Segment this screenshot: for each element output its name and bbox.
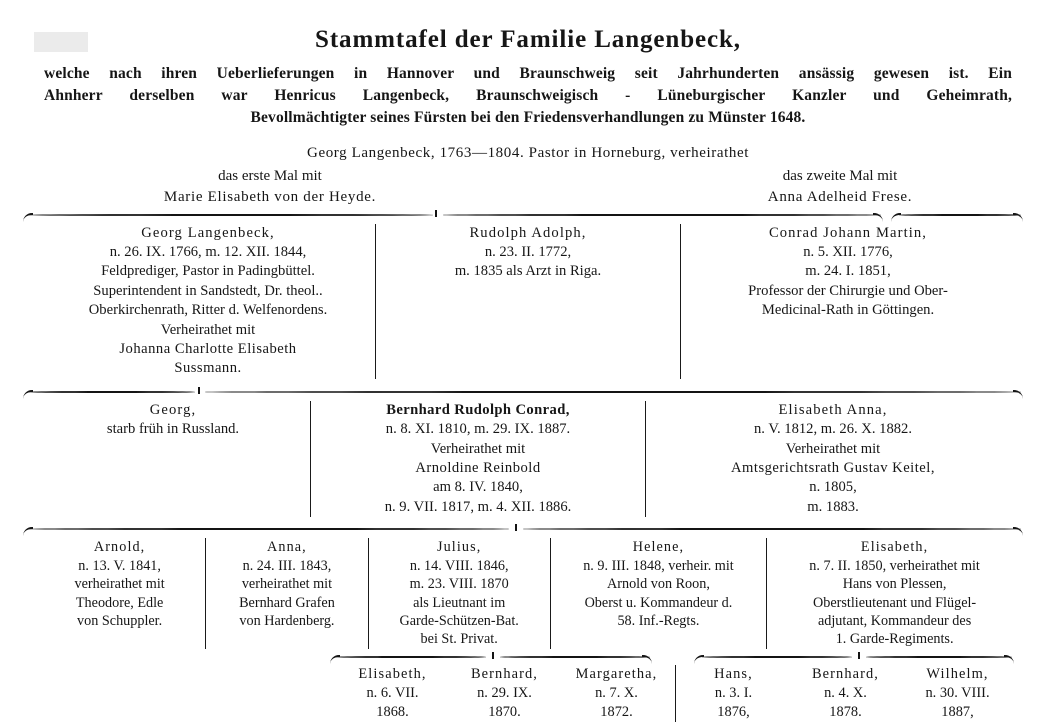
person-detail: n. 6. VII. — [366, 684, 419, 701]
person-detail: von Hardenberg. — [239, 613, 335, 629]
person-detail: n. 5. XII. 1776, — [803, 243, 893, 260]
person-name: Bernhard, — [811, 665, 880, 682]
person-detail: n. 14. VIII. 1846, — [409, 557, 509, 574]
generation-2-row — [0, 401, 1056, 517]
person-name: Margaretha, — [575, 665, 658, 682]
person-julius — [371, 538, 548, 649]
person-detail: Garde-Schützen-Bat. — [399, 613, 519, 629]
person-helene — [553, 538, 764, 630]
subtitle-line-2: Ahnherr derselben war Henricus Langenbeck, Braunschweigisch - Lüneburgischer Kanzler und Geheimrath, — [44, 86, 1012, 104]
generation-3-row — [0, 538, 1056, 649]
person-detail: n. 26. IX. 1766, m. 12. XII. 1844, — [109, 243, 307, 260]
column-divider — [368, 538, 369, 649]
brace-generation-1 — [23, 210, 1033, 221]
brace-generation-4 — [330, 652, 1020, 663]
column-divider — [310, 401, 311, 517]
person-name: Bernhard Rudolph Conrad, — [386, 401, 570, 418]
person-detail: Oberkirchenrath, Ritter d. Welfenordens. — [88, 302, 328, 319]
person-georg-langenbeck — [43, 224, 373, 379]
paper-smudge — [34, 32, 88, 52]
person-detail: n. 3. I. — [714, 684, 753, 701]
person-detail: Verheirathet mit — [160, 321, 256, 338]
person-detail: 1878. — [829, 703, 862, 720]
person-rudolph-adolph — [378, 224, 678, 282]
person-name: Helene, — [632, 539, 685, 556]
person-detail: Johanna Charlotte Elisabeth — [119, 340, 297, 357]
person-detail: Superintendent in Sandstedt, Dr. theol.. — [93, 282, 323, 299]
person-detail: m. 24. I. 1851, — [805, 263, 891, 280]
person-name: Georg, — [149, 401, 197, 418]
person-elisabeth — [769, 538, 1020, 649]
generation-4-brace-wrap — [0, 649, 1056, 663]
person-conrad-johann-martin — [683, 224, 1013, 321]
root-ancestor — [0, 143, 1056, 210]
person-detail: 1872. — [600, 703, 633, 720]
person-detail: n. 8. XI. 1810, m. 29. IX. 1887. — [385, 421, 571, 438]
root-marriage-first — [60, 166, 480, 210]
person-detail: m. 23. VIII. 1870 — [409, 576, 509, 593]
brace-generation-3 — [23, 524, 1033, 535]
person-detail: 1876, — [717, 703, 750, 720]
document-subtitle — [44, 63, 1012, 129]
person-detail: n. 29. IX. — [477, 684, 532, 701]
column-divider — [645, 401, 646, 517]
brace-generation-2 — [23, 387, 1033, 398]
person-georg — [38, 401, 308, 440]
column-divider — [675, 665, 676, 722]
person-detail: Bernhard Grafen — [239, 594, 335, 611]
person-detail: 1887, — [941, 703, 974, 720]
person-name: Arnold, — [93, 539, 146, 556]
person-detail: Medicinal-Rath in Göttingen. — [761, 302, 935, 319]
person-wilhelm-1887 — [902, 665, 1014, 722]
person-detail: Professor der Chirurgie und Ober- — [748, 282, 948, 299]
person-detail: starb früh in Russland. — [106, 421, 240, 438]
generation-4-row — [330, 665, 1020, 722]
person-detail: n. 4. X. — [824, 684, 867, 701]
person-name: Rudolph Adolph, — [469, 224, 587, 241]
person-detail: 1. Garde-Regiments. — [835, 631, 954, 648]
person-detail: n. 9. III. 1848, verheir. mit — [583, 557, 734, 574]
person-detail: verheirathet mit — [74, 576, 165, 593]
marriage-second-spouse: Anna Adelheid Frese. — [767, 189, 913, 206]
person-detail: Sussmann. — [174, 360, 242, 377]
person-name: Hans, — [714, 665, 753, 682]
root-ancestor-name: Georg Langenbeck, 1763—1804. Pastor in Horneburg, verheirathet — [307, 144, 749, 161]
person-detail: m. 1835 als Arzt in Riga. — [454, 263, 602, 280]
person-name: Elisabeth, — [860, 539, 929, 556]
person-detail: Verheirathet mit — [785, 440, 881, 457]
person-detail: 1868. — [376, 703, 409, 720]
person-name: Elisabeth, — [358, 665, 427, 682]
column-divider — [766, 538, 767, 649]
marriage-first-label: das erste Mal mit — [218, 167, 322, 184]
person-name: Conrad Johann Martin, — [768, 224, 928, 241]
person-detail: von Schuppler. — [77, 613, 163, 629]
generation-1-row — [0, 224, 1056, 379]
person-detail: n. 30. VIII. — [925, 684, 990, 701]
person-detail: Feldprediger, Pastor in Padingbüttel. — [101, 263, 315, 280]
person-name: Wilhelm, — [926, 665, 989, 682]
person-elisabeth-1868 — [337, 665, 449, 722]
person-name: Bernhard, — [470, 665, 539, 682]
person-detail: n. 7. X. — [595, 684, 638, 701]
person-detail: Arnoldine Reinbold — [415, 459, 541, 476]
person-detail: Hans von Plessen, — [842, 576, 947, 593]
person-detail: Verheirathet mit — [430, 440, 526, 457]
person-name: Julius, — [436, 539, 482, 556]
root-marriage-second — [660, 166, 1020, 210]
person-hans-1876 — [678, 665, 790, 722]
person-detail: am 8. IV. 1840, — [433, 479, 523, 496]
person-detail: Arnold von Roon, — [607, 576, 710, 593]
person-bernhard-rudolph-conrad — [313, 401, 643, 517]
person-detail: adjutant, Kommandeur des — [817, 613, 972, 629]
marriage-first-spouse: Marie Elisabeth von der Heyde. — [163, 189, 377, 206]
generation-4-wrap — [0, 663, 1056, 722]
person-detail: verheirathet mit — [241, 576, 333, 593]
person-detail: m. 1883. — [807, 498, 859, 515]
person-detail: n. 13. V. 1841, — [78, 557, 161, 574]
person-arnold — [36, 538, 203, 630]
person-name: Elisabeth Anna, — [778, 401, 888, 418]
person-name: Georg Langenbeck, — [141, 224, 275, 241]
person-detail: Theodore, Edle — [75, 594, 164, 611]
person-detail: n. 24. III. 1843, — [242, 557, 332, 574]
person-detail: n. 1805, — [809, 479, 857, 496]
person-detail: n. 7. II. 1850, verheirathet mit — [809, 557, 980, 574]
person-detail: Oberstlieutenant und Flügel- — [813, 594, 977, 611]
person-detail: n. 9. VII. 1817, m. 4. XII. 1886. — [384, 498, 572, 515]
person-bernhard-1870 — [449, 665, 561, 722]
person-detail: n. V. 1812, m. 26. X. 1882. — [754, 421, 912, 438]
person-detail: bei St. Privat. — [420, 631, 498, 648]
column-divider — [205, 538, 206, 649]
person-detail: Oberst u. Kommandeur d. — [584, 594, 733, 611]
person-elisabeth-anna — [648, 401, 1018, 517]
person-detail: 58. Inf.-Regts. — [617, 613, 700, 629]
person-name: Anna, — [267, 539, 307, 556]
column-divider — [680, 224, 681, 379]
person-detail: 1870. — [488, 703, 521, 720]
page-title: Stammtafel der Familie Langenbeck, — [315, 26, 741, 53]
document-header — [0, 0, 1056, 129]
root-marriages — [0, 166, 1056, 210]
column-divider — [550, 538, 551, 649]
column-divider — [375, 224, 376, 379]
person-bernhard-1878 — [790, 665, 902, 722]
subtitle-line-1: welche nach ihren Ueberlieferungen in Hannover und Braunschweig seit Jahrhunderten ansässig gewesen ist. Ein — [44, 64, 1012, 82]
person-margaretha-1872 — [561, 665, 673, 722]
subtitle-line-3: Bevollmächtigter seines Fürsten bei den Friedensverhandlungen zu Münster 1648. — [250, 108, 806, 126]
person-anna — [208, 538, 365, 630]
person-detail: Amtsgerichtsrath Gustav Keitel, — [731, 459, 935, 476]
marriage-second-label: das zweite Mal mit — [782, 167, 898, 184]
person-detail: n. 23. II. 1772, — [484, 243, 572, 260]
person-detail: als Lieutnant im — [413, 594, 506, 611]
